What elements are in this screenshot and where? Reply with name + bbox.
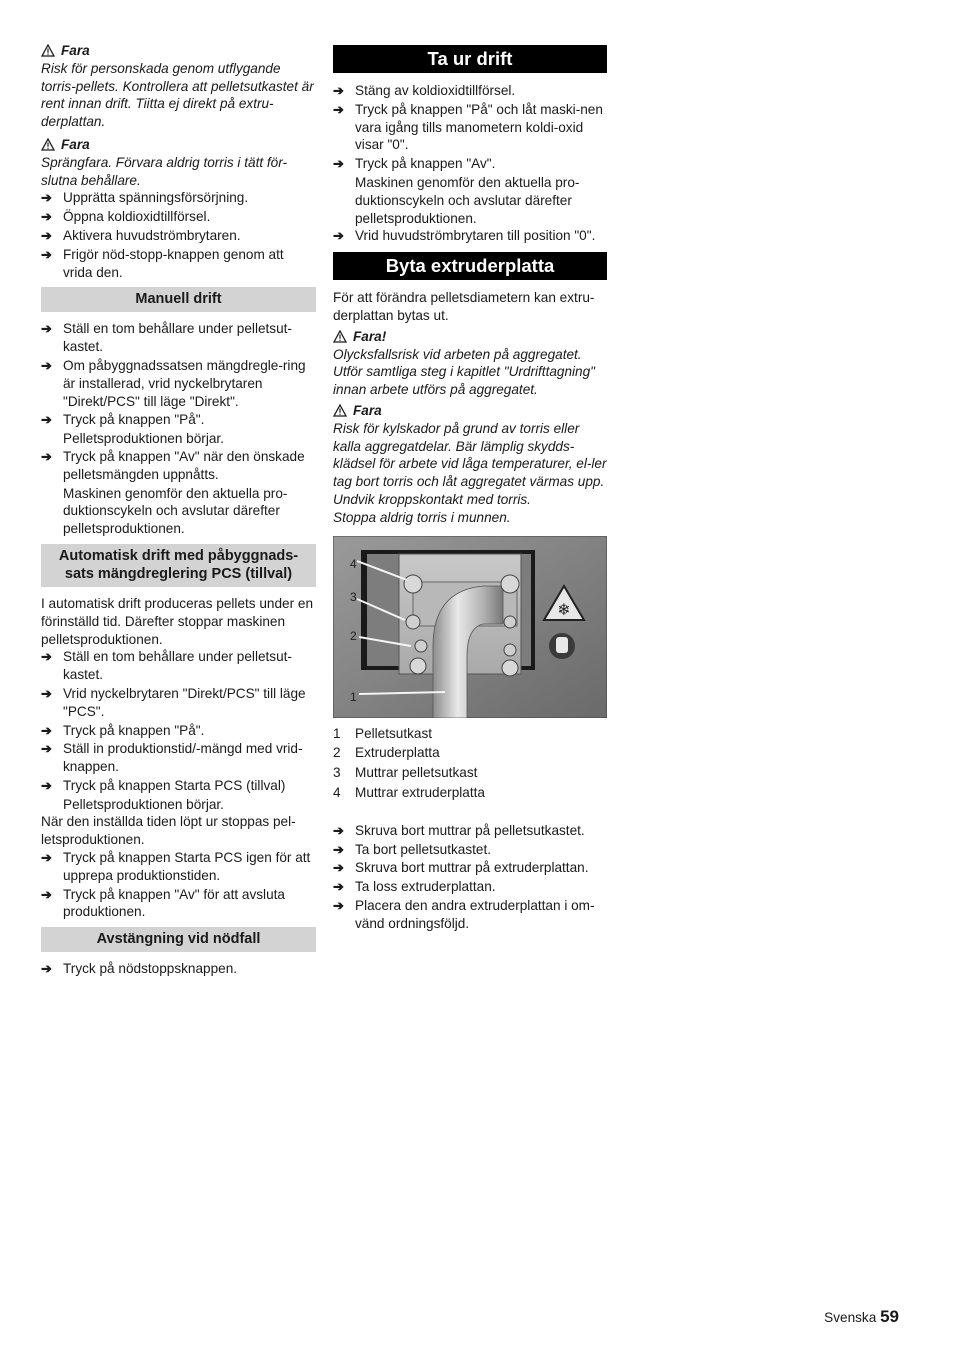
list-item: ➔ Tryck på knappen "Av". <box>333 156 496 172</box>
warning-4-text-2: Undvik kroppskontakt med torris. <box>333 491 531 507</box>
arrow-right-icon: ➔ <box>41 209 52 225</box>
arrow-right-icon: ➔ <box>333 841 344 857</box>
warning-triangle-icon <box>41 138 55 151</box>
warning-4-text: Risk för kylskador på grund av torris eller kalla aggregatdelar. Bär lämplig skydds-klädsel för arbete vid låga temperaturer, el-ler tag bort torris och låt aggregatet värmas upp. <box>333 420 607 490</box>
svg-text:❄: ❄ <box>557 599 571 619</box>
warning-1-title: Fara <box>41 42 316 60</box>
right-column <box>333 45 607 934</box>
legend-item: 1 Pelletsutkast <box>333 725 433 741</box>
arrow-right-icon: ➔ <box>41 190 52 206</box>
list-item: ➔ Upprätta spänningsförsörjning. <box>41 190 249 206</box>
list-item: ➔ Frigör nöd-stopp-knappen genom att vrida den. <box>41 246 284 280</box>
step-note: Maskinen genomför den aktuella pro-duktionscykeln och avslutar därefter pelletsproduktionen. <box>63 485 288 537</box>
arrow-right-icon: ➔ <box>41 448 52 464</box>
arrow-right-icon: ➔ <box>41 777 52 793</box>
arrow-right-icon: ➔ <box>41 649 52 665</box>
list-item: ➔ Öppna koldioxidtillförsel. <box>41 209 211 225</box>
page-number: 59 <box>880 1307 899 1326</box>
arrow-right-icon: ➔ <box>41 246 52 262</box>
arrow-right-icon: ➔ <box>41 741 52 757</box>
arrow-right-icon: ➔ <box>333 228 344 244</box>
list-item: ➔ Om påbyggnadssatsen mängdregle-ring är installerad, vrid nyckelbrytaren "Direkt/PCS" till läge "Direkt". <box>41 357 306 409</box>
list-item: ➔ Stäng av koldioxidtillförsel. <box>333 83 516 98</box>
arrow-right-icon: ➔ <box>41 357 52 373</box>
page-footer <box>824 1307 899 1327</box>
auto-mid-text: När den inställda tiden löpt ur stoppas pel-letsproduktionen. <box>41 814 296 848</box>
list-item: ➔ Aktivera huvudströmbrytaren. <box>41 227 241 243</box>
arrow-right-icon: ➔ <box>333 101 344 117</box>
step-note: Maskinen genomför den aktuella pro-duktionscykeln och avslutar därefter pelletsproduktionen. <box>355 174 580 226</box>
section-heading-emergency: Avstängning vid nödfall <box>41 927 316 952</box>
warning-triangle-icon <box>41 44 55 57</box>
arrow-right-icon: ➔ <box>333 897 344 913</box>
arrow-right-icon: ➔ <box>41 685 52 701</box>
section-heading-manual: Manuell drift <box>41 287 316 312</box>
arrow-right-icon: ➔ <box>333 860 344 876</box>
list-item: ➔ Tryck på knappen Starta PCS (tillval) <box>41 777 286 793</box>
list-item: ➔ Tryck på nödstoppsknappen. <box>41 961 238 977</box>
warning-triangle-icon <box>333 404 347 417</box>
arrow-right-icon: ➔ <box>41 850 52 866</box>
callout-4: 4 <box>350 556 357 571</box>
arrow-right-icon: ➔ <box>333 879 344 895</box>
section-heading-shutdown: Ta ur drift <box>333 45 607 73</box>
list-item: ➔ Ställ en tom behållare under pelletsut-kastet. <box>41 321 292 355</box>
callout-2: 2 <box>350 628 357 643</box>
arrow-right-icon: ➔ <box>333 156 344 172</box>
warning-1-text: Risk för personskada genom utflygande torris-pellets. Kontrollera att pelletsutkastet är rent innan drift. Tiitta ej direkt på extru-derplattan. <box>41 60 314 130</box>
list-item: ➔ Ställ en tom behållare under pelletsut-kastet. <box>41 649 292 683</box>
section-heading-auto: Automatisk drift med påbyggnads-sats mängdreglering PCS (tillval) <box>41 544 316 587</box>
list-item: ➔ Placera den andra extruderplattan i om-vänd ordningsföljd. <box>333 897 595 931</box>
arrow-right-icon: ➔ <box>41 321 52 337</box>
warning-3-title: Fara! <box>333 328 607 346</box>
section-heading-extruder: Byta extruderplatta <box>333 252 607 280</box>
list-item: ➔ Tryck på knappen "Av" för att avsluta produktionen. <box>41 886 285 920</box>
warning-4-title: Fara <box>333 402 607 420</box>
footer-language: Svenska <box>824 1310 877 1325</box>
list-item: ➔ Tryck på knappen "På" och låt maski-nen vara igång tills manometern koldi-oxid visar "0". <box>333 101 603 153</box>
step-note: Pelletsproduktionen börjar. <box>63 431 224 447</box>
warning-3-text: Olycksfallsrisk vid arbeten på aggregatet. Utför samtliga steg i kapitlet "Urdrifttagning" innan arbete utförs på aggregatet. <box>333 346 595 398</box>
warning-triangle-icon <box>333 330 347 343</box>
list-item: ➔ Vrid nyckelbrytaren "Direkt/PCS" till läge "PCS". <box>41 685 306 719</box>
arrow-right-icon: ➔ <box>333 83 344 98</box>
gloves-required-icon <box>549 633 575 659</box>
list-item: ➔ Tryck på knappen "Av" när den önskade pelletsmängden uppnåtts. <box>41 448 305 482</box>
extruder-photo <box>333 536 607 718</box>
list-item: ➔ Tryck på knappen Starta PCS igen för att upprepa produktionstiden. <box>41 850 311 883</box>
list-item: ➔ Tryck på knappen "På". <box>41 722 205 738</box>
list-item: ➔ Tryck på knappen "På". <box>41 412 205 428</box>
arrow-right-icon: ➔ <box>41 412 52 428</box>
list-item: ➔ Ställ in produktionstid/-mängd med vrid-knappen. <box>41 741 303 775</box>
legend-item: 3 Muttrar pelletsutkast <box>333 765 478 781</box>
legend-item: 4 Muttrar extruderplatta <box>333 784 485 800</box>
extruder-intro: För att förändra pelletsdiametern kan extru-derplattan bytas ut. <box>333 290 595 323</box>
list-item: ➔ Skruva bort muttrar på extruderplattan. <box>333 860 589 876</box>
list-item: ➔ Vrid huvudströmbrytaren till position "0". <box>333 228 596 244</box>
warning-2-title: Fara <box>41 136 316 154</box>
warning-4-text-3: Stoppa aldrig torris i munnen. <box>333 509 511 525</box>
arrow-right-icon: ➔ <box>41 886 52 902</box>
legend-item: 2 Extruderplatta <box>333 745 440 761</box>
arrow-right-icon: ➔ <box>41 961 52 977</box>
warning-2-text: Sprängfara. Förvara aldrig torris i tätt för-slutna behållare. <box>41 154 288 188</box>
callout-1: 1 <box>350 689 357 704</box>
auto-intro: I automatisk drift produceras pellets under en förinställd tid. Därefter stoppar maskinen pelletsproduktionen. <box>41 595 314 647</box>
list-item: ➔ Ta loss extruderplattan. <box>333 879 496 895</box>
left-column <box>41 42 316 979</box>
list-item: ➔ Ta bort pelletsutkastet. <box>333 841 492 857</box>
step-note: Pelletsproduktionen börjar. <box>63 796 224 812</box>
arrow-right-icon: ➔ <box>41 722 52 738</box>
callout-3: 3 <box>350 589 357 604</box>
arrow-right-icon: ➔ <box>41 227 52 243</box>
list-item: ➔ Skruva bort muttrar på pelletsutkastet. <box>333 822 585 838</box>
arrow-right-icon: ➔ <box>333 822 344 838</box>
